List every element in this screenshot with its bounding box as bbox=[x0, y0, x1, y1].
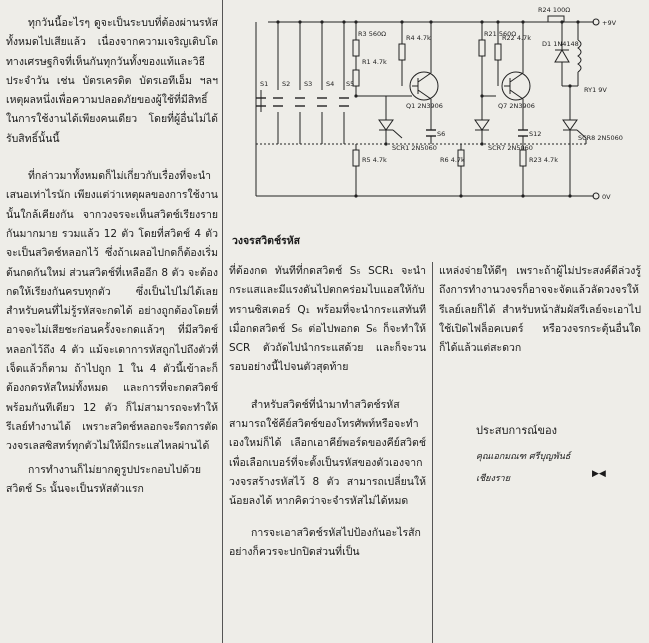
switch-label: S5 bbox=[346, 80, 355, 88]
scr-label: SCR7 2N5060 bbox=[488, 144, 533, 152]
left-column-divider bbox=[222, 0, 223, 643]
end-mark-icon: ▶◀ bbox=[592, 469, 606, 479]
resistor-label: R21 560Ω bbox=[484, 30, 517, 38]
body-paragraph: แหล่งจ่ายให้ดีๆ เพราะถ้าผู้ไม่ประสงค์ดีล่วงรู้ถึงการทำงานวงจรก็อาจจะจัดแล้วลัดวงจรให้รีเลย์เลยก็ได้ สำหรับหน้าสัมผัสรีเลย์จะเอาไปใช้เปิดไฟล็อคเบตร์ หรือวงจรกระตุ้นอื่นใดก็ได้แล้วแต่สะดวก bbox=[439, 265, 641, 355]
switch-label: S12 bbox=[529, 130, 542, 138]
scr-label: SCR8 2N5060 bbox=[578, 134, 623, 142]
middle-column bbox=[229, 262, 426, 562]
body-paragraph: การจะเอาสวิตช์รหัสไปป้องกันอะไรสักอย่างก็ควรจะปกปิดส่วนที่เป็น bbox=[229, 526, 421, 558]
middle-column-divider bbox=[432, 262, 433, 643]
diode-label: D1 1N4148 bbox=[542, 40, 579, 48]
scr-label: SCR1 2N5060 bbox=[392, 144, 437, 152]
right-column bbox=[439, 262, 641, 358]
left-column bbox=[6, 14, 218, 499]
body-paragraph: ที่ต้องกด ทันทีที่กดสวิตช์ S₅ SCR₁ จะนำกระแสและมีแรงดันไปตกคร่อมไบแอสให้กับทรานซิสเตอร์ Q₁ พร้อมที่จะนำกระแสทันทีเมื่อกดสวิตช์ S₆ ต่อไปพอกด S₆ ก็จะทำให้ SCR ตัวถัดไปนำกระแสด้วย และก็จะวนรอบอย่างนี้ไปจนตัวสุดท้าย bbox=[229, 265, 426, 374]
switch-label: S4 bbox=[326, 80, 335, 88]
resistor-label: R23 4.7k bbox=[529, 156, 558, 164]
transistor-label: Q1 2N3906 bbox=[406, 102, 443, 110]
resistor-label: R6 4.7k bbox=[440, 156, 465, 164]
circuit-schematic bbox=[226, 0, 649, 226]
credit-title: ประสบการณ์ของ bbox=[476, 424, 557, 437]
switch-label: S1 bbox=[260, 80, 269, 88]
resistor-label: R24 100Ω bbox=[538, 6, 571, 14]
credit-author: คุณเอกมณฑ ศรีบุญพันธ์ bbox=[476, 452, 571, 462]
body-paragraph: ที่กล่าวมาทั้งหมดก็ไม่เกี่ยวกับเรื่องที่จะนำเสนอเท่าไรนัก เพียงแต่ว่าเหตุผลของการใช้งานนั้นใกล้เคียงกัน จากวงจรจะเห็นสวิตช์เรียงรายกันมากมาย รวมแล้ว 12 ตัว โดยที่สวิตช์ 4 ตัว จะเป็นสวิตช์หลอกไว้ ซึ่งถ้าเผลอไปกดก็ต้องเริ่มต้นกดกันใหม่ ส่วนสวิตช์ที่เหลืออีก 8 ตัว จะต้องกดให้เรียงกันครบทุกตัว ซึ่งเป็นไปไม่ได้เลยสำหรับคนที่ไม่รู้รหัสจะกดได้ อย่างถูกต้องโดยที่อาจจะไม่เสียชะก่อนครั้งจะกดแล้วๆ ที่มีสวิตช์หลอกไว้ถึง 4 ตัว แม้จะเดาการหัสถูกไปถึงตัวที่เจ็ดแล้วก็ตาม ถ้าไปถูก 1 ใน 4 ตัวนี้เข้าละก็ต้องกดรหัสใหม่ทั้งหมด และการที่จะกดสวิตช์พร้อมกันทีเดียว 12 ตัว ก็ไม่สามารถจะทำให้รีเลย์ทำงานได้ เพราะสวิตช์หลอกจะรีดการตัดวงจรเลสซิสทร์ทุกตัวไม่ให้มีกระแสไหลผ่านได้ bbox=[6, 170, 218, 453]
body-paragraph: การทำงานก็ไม่ยากดูรูปประกอบไปด้วย สวิตช์ S₅ นั้นจะเป็นรหัสตัวแรก bbox=[6, 463, 202, 495]
switch-label: S6 bbox=[437, 130, 446, 138]
switch-label: S2 bbox=[282, 80, 291, 88]
transistor-label: Q7 2N3906 bbox=[498, 102, 535, 110]
gnd-label: 0V bbox=[602, 193, 611, 201]
vcc-label: +9V bbox=[602, 19, 617, 27]
resistor-label: R1 4.7k bbox=[362, 58, 387, 66]
resistor-label: R3 560Ω bbox=[358, 30, 387, 38]
body-paragraph: สำหรับสวิตช์ที่นำมาทำสวิตช์รหัสสามารถใช้คีย์สวิตช์ของโทรศัพท์หรือจะทำเองใหม่ก็ได้ เลือกเอาคีย์พอร์ดของคีย์สวิตช์เพื่อเลือกเบอร์ที่จะตั้งเป็นรหัสของตัวเองจากวงจรสร้างรหัสไว้ 8 ตัว สามารถเปลี่ยนให้น้อยลงได้ หากคิดว่าจะจำรหัสไม่ได้หมด bbox=[229, 398, 426, 508]
resistor-label: R5 4.7k bbox=[362, 156, 387, 164]
relay-label: RY1 9V bbox=[584, 86, 607, 94]
figure-caption: วงจรสวิตช์รหัส bbox=[232, 235, 301, 247]
switch-label: S3 bbox=[304, 80, 313, 88]
resistor-label: R22 4.7k bbox=[502, 34, 531, 42]
credit-place: เชียงราย bbox=[476, 474, 511, 484]
resistor-label: R4 4.7k bbox=[406, 34, 431, 42]
intro-paragraph: ทุกวันนี้อะไรๆ ดูจะเป็นระบบที่ต้องผ่านรหัสทั้งหมดไปเสียแล้ว เนื่องจากความเจริญเติบโตทางเศรษฐกิจที่เห็นกันทุกวันทั้งของแท้และวิธีประจำวัน เช่น บัตรเครดิต บัตรเอทีเอ็ม ฯลฯ เหตุผลหนึ่งเพื่อความปลอดภัยของผู้ใช้ที่มีสิทธิ์ในการใช้งานได้เพียงคนเดียว โดยที่ผู้อื่นไม่ได้รับสิทธิ์นั้นนี้ bbox=[6, 17, 218, 145]
